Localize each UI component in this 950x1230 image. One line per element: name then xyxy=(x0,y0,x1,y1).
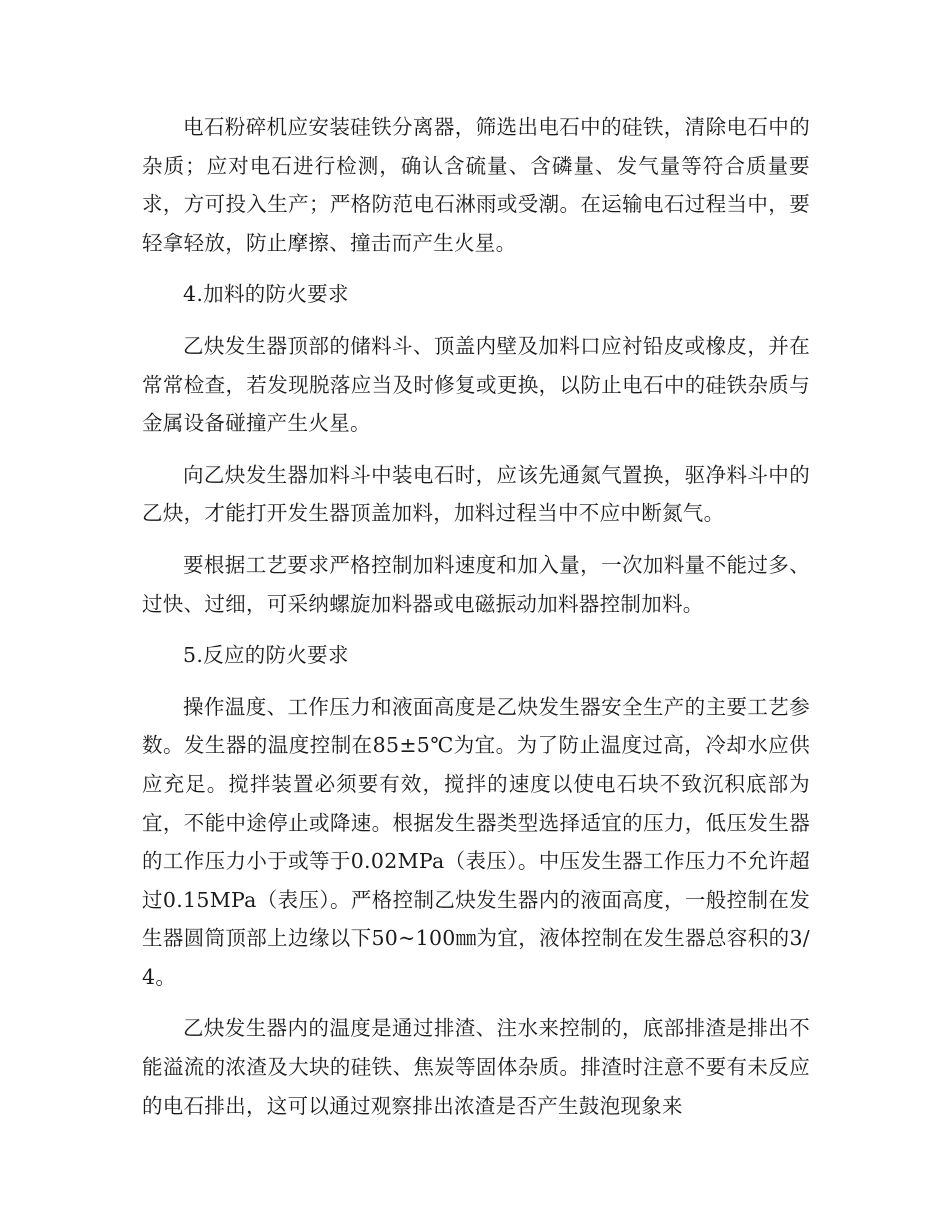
paragraph-feeding-rate: 要根据工艺要求严格控制加料速度和加入量，一次加料量不能过多、过快、过细，可采纳螺旋加料器或电磁振动加料器控制加料。 xyxy=(142,552,810,616)
paragraph-calcium-carbide-crushing: 电石粉碎机应安装硅铁分离器，筛选出电石中的硅铁，清除电石中的杂质；应对电石进行检测，确认含硫量、含磷量、发气量等符合质量要求，方可投入生产；严格防范电石淋雨或受潮。在运输电石过程当中，要轻拿轻放，防止摩擦、撞击而产生火星。 xyxy=(142,115,810,255)
paragraph-nitrogen-replacement: 向乙炔发生器加料斗中装电石时，应该先通氮气置换，驱净料斗中的乙炔，才能打开发生器顶盖加料，加料过程当中不应中断氮气。 xyxy=(142,462,810,526)
paragraph-slag-discharge: 乙炔发生器内的温度是通过排渣、注水来控制的，底部排渣是排出不能溢流的浓渣及大块的硅铁、焦炭等固体杂质。排渣时注意不要有未反应的电石排出，这可以通过观察排出浓渣是否产生鼓泡现象来 xyxy=(142,1016,810,1118)
document-body xyxy=(142,108,810,1138)
paragraph-hopper-lining: 乙炔发生器顶部的储料斗、顶盖内壁及加料口应衬铅皮或橡皮，并在常常检查，若发现脱落应当及时修复或更换，以防止电石中的硅铁杂质与金属设备碰撞产生火星。 xyxy=(142,333,810,436)
section-heading-reaction: 5.反应的防火要求 xyxy=(183,643,349,668)
paragraph-process-parameters: 操作温度、工作压力和液面高度是乙炔发生器安全生产的主要工艺参数。发生器的温度控制在85±5℃为宜。为了防止温度过高，冷却水应供应充足。搅拌装置必须要有效，搅拌的速度以使电石块不致沉积底部为宜，不能中途停止或降速。根据发生器类型选择适宜的压力，低压发生器的工作压力小于或等于0.02MPa（表压）。中压发生器工作压力不允许超过0.15MPa（表压）。严格控制乙炔发生器内的液面高度，一般控制在发生器圆筒顶部上边缘以下50~100㎜为宜，液体控制在发生器总容积的3/4。 xyxy=(142,694,810,989)
section-heading-feeding: 4.加料的防火要求 xyxy=(183,282,349,307)
